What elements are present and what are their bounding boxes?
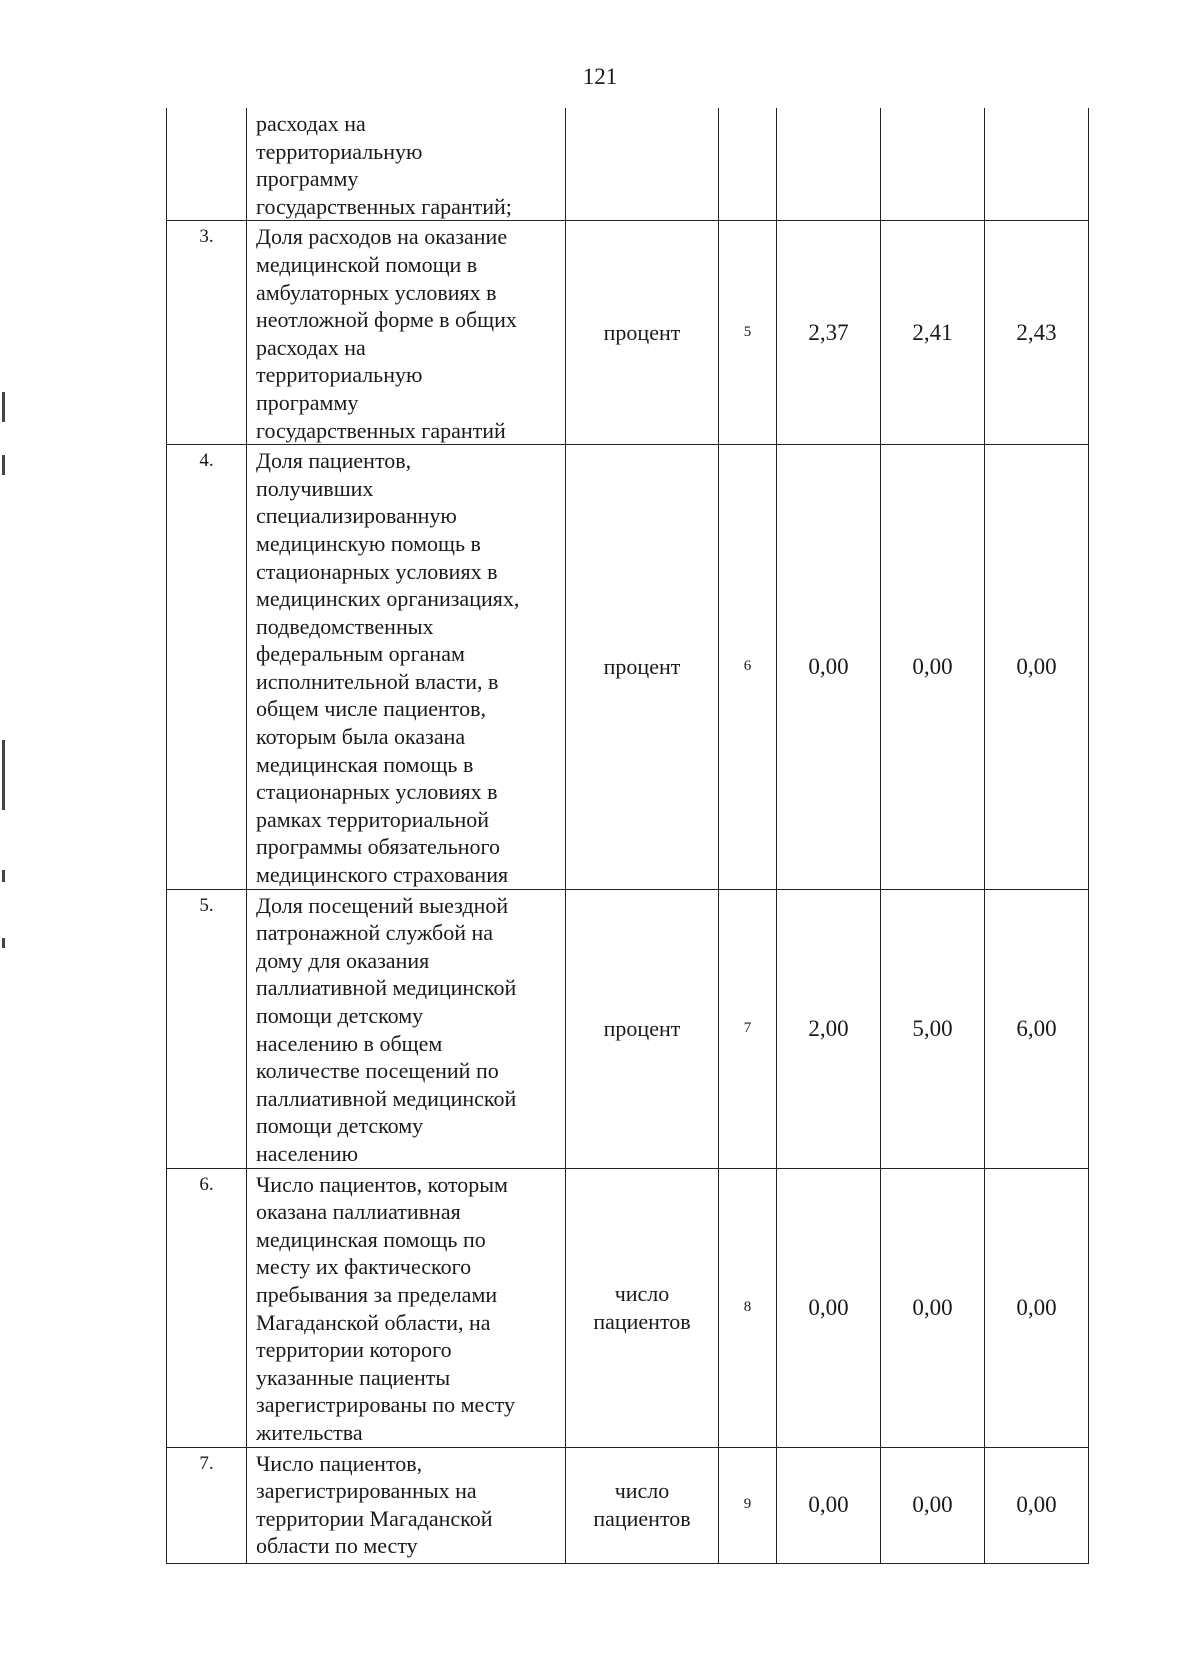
table-row: [167, 445, 1089, 890]
indicator-name-cell: Доля пациентов, получивших специализированную медицинскую помощь в стационарных условиях в медицинских организациях, подведомственных федеральным органам исполнительной власти, в общем числе пациентов, которым была оказана медицинская помощь в стационарных условиях в рамках территориальной программы обязательного медицинского страхования: [247, 445, 566, 890]
value-cell-1: 0,00: [777, 1447, 881, 1563]
unit-cell: процент: [566, 889, 719, 1168]
value-cell-1: 0,00: [777, 445, 881, 890]
table-row: [167, 221, 1089, 445]
value-cell-2: 0,00: [881, 445, 985, 890]
value-cell-2: 5,00: [881, 889, 985, 1168]
indicator-name-cell: Число пациентов, зарегистрированных на территории Магаданской области по месту: [247, 1447, 566, 1563]
value-cell-1: 0,00: [777, 1168, 881, 1447]
scan-artifact-mark: [2, 455, 5, 475]
table-row: [167, 889, 1089, 1168]
value-cell-1: 2,00: [777, 889, 881, 1168]
indicators-table: [166, 108, 1089, 1564]
value-cell-3: 2,43: [985, 221, 1089, 445]
scan-artifact-mark: [2, 392, 5, 422]
row-number-cell: 6.: [167, 1168, 247, 1447]
code-cell: [719, 108, 777, 221]
indicator-name-cell: Доля посещений выездной патронажной службой на дому для оказания паллиативной медицинской помощи детскому населению в общем количестве посещений по паллиативной медицинской помощи детскому населению: [247, 889, 566, 1168]
indicator-name-cell: Число пациентов, которым оказана паллиативная медицинская помощь по месту их фактического пребывания за пределами Магаданской области, на территории которого указанные пациенты зарегистрированы по месту жительства: [247, 1168, 566, 1447]
code-cell: 7: [719, 889, 777, 1168]
indicator-name-cell: расходах на территориальную программу государственных гарантий;: [247, 108, 566, 221]
unit-cell: процент: [566, 221, 719, 445]
code-cell: 6: [719, 445, 777, 890]
value-cell-3: 0,00: [985, 1447, 1089, 1563]
row-number-cell: 3.: [167, 221, 247, 445]
value-cell-2: 2,41: [881, 221, 985, 445]
value-cell-3: 0,00: [985, 445, 1089, 890]
code-cell: 8: [719, 1168, 777, 1447]
value-cell-2: [881, 108, 985, 221]
table-row: [167, 108, 1089, 221]
unit-cell: число пациентов: [566, 1168, 719, 1447]
unit-cell: число пациентов: [566, 1447, 719, 1563]
code-cell: 5: [719, 221, 777, 445]
code-cell: 9: [719, 1447, 777, 1563]
value-cell-2: 0,00: [881, 1168, 985, 1447]
scan-artifact-mark: [2, 938, 5, 948]
value-cell-3: 6,00: [985, 889, 1089, 1168]
table-row: [167, 1168, 1089, 1447]
value-cell-1: [777, 108, 881, 221]
table-row: [167, 1447, 1089, 1563]
page-number: 121: [582, 64, 618, 89]
indicator-name-cell: Доля расходов на оказание медицинской помощи в амбулаторных условиях в неотложной форме в общих расходах на территориальную программу государственных гарантий: [247, 221, 566, 445]
value-cell-2: 0,00: [881, 1447, 985, 1563]
unit-cell: процент: [566, 445, 719, 890]
row-number-cell: 5.: [167, 889, 247, 1168]
value-cell-3: [985, 108, 1089, 221]
row-number-cell: 7.: [167, 1447, 247, 1563]
value-cell-1: 2,37: [777, 221, 881, 445]
value-cell-3: 0,00: [985, 1168, 1089, 1447]
scan-artifact-mark: [2, 870, 5, 882]
unit-cell: [566, 108, 719, 221]
scan-artifact-mark: [2, 740, 5, 810]
row-number-cell: [167, 108, 247, 221]
row-number-cell: 4.: [167, 445, 247, 890]
